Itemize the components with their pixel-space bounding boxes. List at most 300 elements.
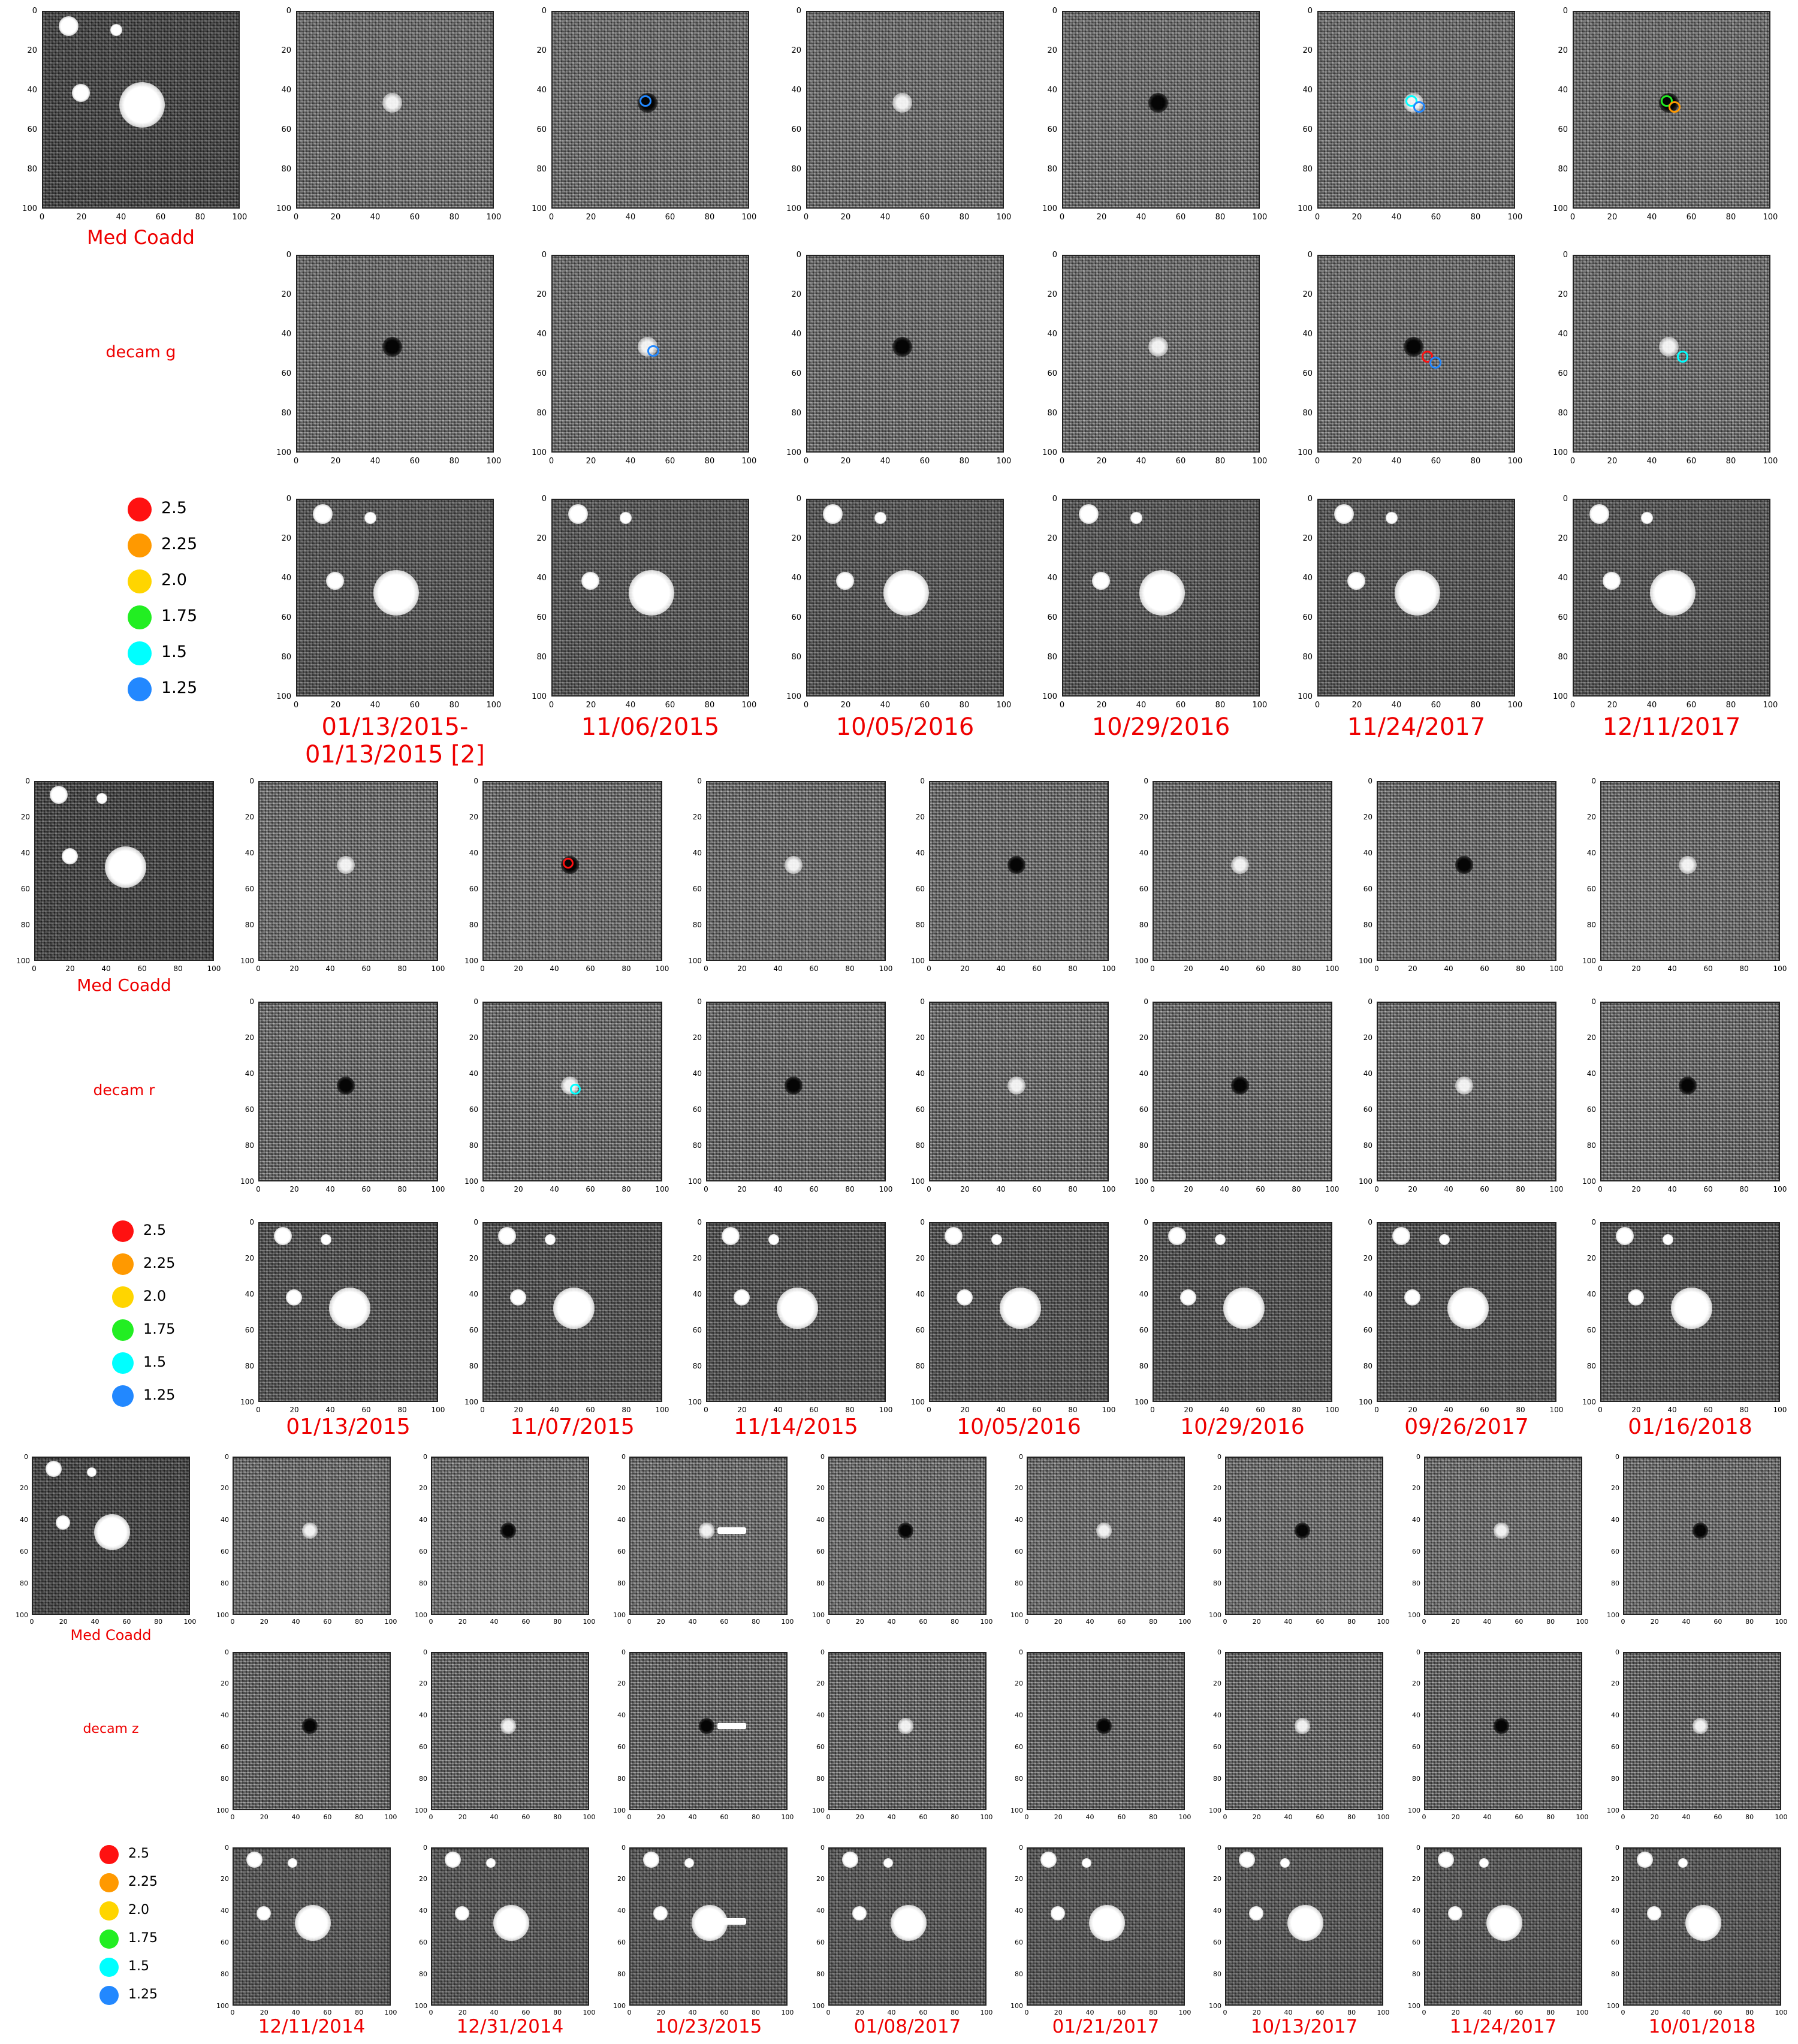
x-tick-label: 80 [1745, 1618, 1754, 1626]
x-tick-label: 20 [1408, 1406, 1417, 1414]
x-tick-label: 40 [1085, 1813, 1094, 1821]
x-tick-label: 100 [1252, 457, 1268, 466]
x-tick-label: 60 [361, 1185, 371, 1193]
x-tick-label: 80 [1215, 213, 1226, 222]
residual-blob [1404, 337, 1423, 357]
x-tick-label: 0 [803, 457, 809, 466]
x-tick-label: 0 [1374, 1406, 1379, 1414]
y-tick-label: 20 [1412, 1875, 1420, 1883]
epoch-date-caption [1587, 2016, 1798, 2038]
x-tick-label: 40 [1667, 1185, 1677, 1193]
field-star [1663, 1234, 1673, 1245]
y-tick-label: 40 [617, 1711, 626, 1720]
x-tick-label: 100 [1576, 1618, 1589, 1626]
x-tick-label: 40 [880, 213, 891, 222]
y-tick-label: 40 [1586, 1069, 1596, 1078]
y-tick-label: 80 [1363, 1362, 1372, 1370]
y-tick-label: 40 [1611, 1907, 1619, 1915]
detection-marker [639, 95, 651, 107]
field-star [1678, 1858, 1688, 1868]
x-tick-label: 20 [586, 213, 596, 222]
y-tick-label: 100 [1582, 1177, 1596, 1186]
x-tick-label: 80 [355, 1618, 364, 1626]
epoch-date-line: 01/13/2015 [2] [305, 741, 485, 768]
x-tick-label: 20 [289, 1185, 299, 1193]
x-tick-label: 0 [1024, 1813, 1029, 1821]
difference-image-panel-image [1600, 781, 1780, 961]
x-tick-label: 0 [480, 964, 485, 973]
x-tick-label: 80 [449, 701, 460, 710]
difference-image-panel-image [1424, 1457, 1582, 1615]
y-tick-label: 100 [415, 1806, 427, 1814]
significance-image-panel [911, 997, 1116, 1193]
field-star [326, 572, 344, 590]
y-tick-label: 0 [473, 997, 478, 1006]
x-tick-label: 20 [1351, 701, 1362, 710]
y-tick-label: 100 [1553, 448, 1568, 457]
y-tick-label: 100 [1209, 2001, 1221, 2010]
template-image-panel-image [828, 1847, 987, 2006]
y-tick-label: 60 [617, 1938, 626, 1946]
significance-image-panel-image [1600, 1002, 1780, 1181]
y-tick-label: 20 [915, 813, 925, 821]
field-star [734, 1289, 750, 1306]
significance-image-panel-image [296, 255, 494, 453]
y-tick-label: 100 [1408, 1806, 1420, 1814]
legend-swatch [128, 533, 152, 557]
x-tick-label: 0 [1598, 1185, 1603, 1193]
y-tick-label: 20 [915, 1033, 925, 1042]
x-tick-label: 20 [1096, 701, 1107, 710]
x-tick-label: 80 [1470, 701, 1481, 710]
y-tick-label: 20 [1139, 1033, 1148, 1042]
host-galaxy [777, 1288, 818, 1329]
x-tick-label: 40 [887, 1618, 896, 1626]
x-tick-label: 60 [720, 1618, 729, 1626]
y-tick-label: 100 [276, 692, 291, 701]
x-tick-label: 0 [480, 1406, 485, 1414]
x-tick-label: 0 [1570, 213, 1576, 222]
template-image-panel [613, 1843, 794, 2016]
y-tick-label: 20 [419, 1875, 427, 1883]
y-tick-label: 60 [1213, 1938, 1221, 1946]
y-tick-label: 0 [423, 1452, 427, 1461]
y-tick-label: 100 [1298, 448, 1313, 457]
y-tick-label: 20 [617, 1875, 626, 1883]
template-image-panel-image [1573, 499, 1770, 697]
y-tick-label: 80 [816, 1970, 825, 1978]
y-tick-label: 80 [1412, 1970, 1420, 1978]
x-tick-label: 0 [1314, 701, 1320, 710]
y-tick-label: 60 [1611, 1742, 1619, 1751]
y-tick-label: 40 [1047, 329, 1057, 339]
y-tick-label: 20 [1213, 1680, 1221, 1688]
x-tick-label: 40 [1220, 964, 1229, 973]
y-tick-label: 20 [791, 533, 801, 543]
template-image-panel-image [431, 1847, 589, 2006]
artifact-streak [717, 1723, 746, 1729]
x-tick-label: 100 [996, 457, 1012, 466]
y-tick-label: 60 [245, 1326, 254, 1334]
x-tick-label: 100 [1377, 2009, 1390, 2016]
x-tick-label: 80 [752, 1618, 761, 1626]
y-tick-label: 80 [915, 1141, 925, 1150]
y-tick-label: 20 [281, 46, 291, 55]
residual-blob [302, 1718, 318, 1734]
y-tick-label: 20 [419, 1484, 427, 1493]
x-tick-label: 80 [951, 2009, 960, 2016]
x-tick-label: 20 [1054, 1813, 1063, 1821]
y-tick-label: 0 [225, 1843, 229, 1852]
epoch-date-line: 12/31/2014 [456, 2016, 564, 2037]
x-tick-label: 40 [291, 1813, 300, 1821]
x-tick-label: 100 [384, 1813, 397, 1821]
x-tick-label: 100 [1178, 1813, 1191, 1821]
x-tick-label: 100 [583, 1813, 596, 1821]
field-star [445, 1852, 460, 1867]
x-tick-label: 20 [1631, 1185, 1641, 1193]
x-tick-label: 60 [521, 2009, 530, 2016]
y-tick-label: 0 [622, 1648, 626, 1656]
y-tick-label: 20 [1611, 1875, 1619, 1883]
template-image-panel-image [1153, 1222, 1332, 1402]
legend-label: 1.75 [143, 1321, 176, 1337]
template-image-panel-image [1623, 1847, 1781, 2006]
x-tick-label: 60 [409, 457, 420, 466]
y-tick-label: 100 [464, 957, 478, 965]
x-tick-label: 40 [625, 701, 636, 710]
y-tick-label: 0 [541, 6, 547, 16]
x-tick-label: 40 [1284, 1813, 1293, 1821]
y-tick-label: 80 [692, 921, 702, 929]
y-tick-label: 0 [1416, 1648, 1420, 1656]
residual-blob [785, 1077, 803, 1095]
legend-swatch [99, 1901, 119, 1921]
y-tick-label: 100 [1209, 1806, 1221, 1814]
y-tick-label: 100 [911, 957, 925, 965]
y-tick-label: 80 [469, 921, 478, 929]
x-tick-label: 80 [959, 213, 970, 222]
y-tick-label: 80 [1586, 1141, 1596, 1150]
y-tick-label: 100 [415, 1611, 427, 1619]
x-tick-label: 40 [1444, 1406, 1453, 1414]
y-tick-label: 80 [1213, 1970, 1221, 1978]
x-tick-label: 40 [1136, 701, 1147, 710]
significance-image-panel-image [482, 1002, 662, 1181]
x-tick-label: 40 [1284, 2009, 1293, 2016]
y-tick-label: 80 [617, 1774, 626, 1783]
y-tick-label: 80 [1611, 1774, 1619, 1783]
y-tick-label: 100 [1607, 1806, 1619, 1814]
epoch-date-caption [260, 713, 530, 768]
host-galaxy [553, 1288, 595, 1329]
y-tick-label: 0 [1144, 997, 1148, 1006]
x-tick-label: 100 [384, 2009, 397, 2016]
legend-label: 2.0 [161, 571, 187, 589]
epoch-date-line: 11/24/2017 [1347, 713, 1486, 741]
field-star [1386, 512, 1398, 524]
residual-blob [898, 1523, 913, 1538]
y-tick-label: 40 [915, 1069, 925, 1078]
x-tick-label: 0 [1621, 2009, 1625, 2016]
y-tick-label: 40 [791, 573, 801, 583]
x-tick-label: 20 [840, 213, 851, 222]
x-tick-label: 20 [1451, 2009, 1460, 2016]
field-star [364, 512, 376, 524]
y-tick-label: 60 [692, 1105, 702, 1114]
x-tick-label: 60 [1256, 1406, 1265, 1414]
y-tick-label: 80 [1213, 1579, 1221, 1587]
epoch-date-caption [991, 2016, 1221, 2038]
y-tick-label: 20 [1586, 1254, 1596, 1262]
x-tick-label: 0 [1150, 1185, 1155, 1193]
field-star [455, 1906, 469, 1921]
y-tick-label: 20 [816, 1875, 825, 1883]
y-tick-label: 80 [1015, 1579, 1023, 1587]
field-star [957, 1289, 973, 1306]
field-star [1603, 572, 1621, 590]
y-tick-label: 60 [1139, 1105, 1148, 1114]
x-tick-label: 20 [1607, 701, 1618, 710]
y-tick-label: 0 [920, 1218, 925, 1226]
x-tick-label: 100 [1507, 701, 1523, 710]
x-tick-label: 60 [586, 1185, 595, 1193]
significance-image-panel-image [1573, 255, 1770, 453]
y-tick-label: 100 [276, 204, 291, 213]
field-star [1092, 572, 1110, 590]
x-tick-label: 40 [90, 1618, 99, 1626]
y-tick-label: 40 [692, 849, 702, 857]
detection-marker [563, 858, 574, 869]
difference-image-panel-image [828, 1457, 987, 1615]
y-tick-label: 60 [20, 885, 30, 893]
y-tick-label: 0 [1019, 1452, 1023, 1461]
difference-image-panel-image [1062, 11, 1260, 209]
field-star [1616, 1227, 1634, 1245]
difference-image-panel [1408, 1452, 1589, 1626]
x-tick-label: 20 [1650, 2009, 1659, 2016]
y-tick-label: 20 [1015, 1875, 1023, 1883]
x-tick-label: 100 [1102, 1406, 1116, 1414]
y-tick-label: 20 [1047, 533, 1057, 543]
y-tick-label: 20 [1586, 1033, 1596, 1042]
y-tick-label: 20 [1047, 290, 1057, 299]
epoch-date-line: 11/14/2015 [734, 1415, 858, 1439]
host-galaxy [629, 570, 674, 616]
epoch-date-caption [197, 2016, 427, 2038]
x-tick-label: 0 [627, 1813, 632, 1821]
residual-blob [1148, 337, 1168, 357]
y-tick-label: 100 [240, 1398, 254, 1406]
x-tick-label: 0 [29, 1618, 34, 1626]
template-image-panel-image [258, 1222, 438, 1402]
x-tick-label: 60 [1175, 213, 1186, 222]
significance-image-panel-image [706, 1002, 886, 1181]
y-tick-label: 80 [617, 1970, 626, 1978]
x-tick-label: 0 [803, 701, 809, 710]
residual-blob [382, 93, 402, 113]
x-tick-label: 0 [256, 1406, 261, 1414]
y-tick-label: 40 [816, 1907, 825, 1915]
y-tick-label: 100 [1607, 2001, 1619, 2010]
x-tick-label: 100 [1178, 2009, 1191, 2016]
x-tick-label: 100 [583, 1618, 596, 1626]
host-galaxy [1671, 1288, 1712, 1329]
y-tick-label: 80 [419, 1970, 427, 1978]
x-tick-label: 80 [553, 1618, 562, 1626]
template-image-panel [786, 494, 1012, 710]
x-tick-label: 40 [1646, 457, 1657, 466]
x-tick-label: 40 [325, 964, 335, 973]
y-tick-label: 60 [1586, 1326, 1596, 1334]
y-tick-label: 60 [469, 1105, 478, 1114]
x-tick-label: 0 [826, 1618, 831, 1626]
x-tick-label: 60 [1480, 964, 1489, 973]
template-image-panel-image [1225, 1847, 1383, 2006]
x-tick-label: 20 [289, 964, 299, 973]
legend-label: 2.5 [128, 1846, 149, 1861]
significance-image-panel [415, 1648, 596, 1821]
field-star [945, 1227, 963, 1245]
x-tick-label: 100 [980, 1618, 993, 1626]
x-tick-label: 20 [514, 1406, 523, 1414]
y-tick-label: 80 [791, 652, 801, 662]
y-tick-label: 100 [786, 448, 801, 457]
legend-swatch [99, 1930, 119, 1949]
epoch-date-caption [1117, 1415, 1368, 1439]
x-tick-label: 40 [101, 964, 111, 973]
x-tick-label: 0 [1059, 213, 1065, 222]
y-tick-label: 100 [532, 448, 547, 457]
x-tick-label: 60 [919, 701, 930, 710]
x-tick-label: 0 [1024, 2009, 1029, 2016]
x-tick-label: 0 [1314, 213, 1320, 222]
difference-image-panel-image [482, 781, 662, 961]
y-tick-label: 80 [1047, 164, 1057, 174]
y-tick-label: 20 [20, 813, 30, 821]
y-tick-label: 0 [1615, 1648, 1619, 1656]
y-tick-label: 60 [617, 1547, 626, 1555]
x-tick-label: 80 [1516, 1406, 1525, 1414]
x-tick-label: 20 [1184, 1185, 1193, 1193]
difference-image-panel [1209, 1452, 1390, 1626]
x-tick-label: 0 [1598, 1406, 1603, 1414]
y-tick-label: 100 [532, 204, 547, 213]
x-tick-label: 80 [1546, 1813, 1555, 1821]
x-tick-label: 60 [809, 1185, 819, 1193]
x-tick-label: 60 [361, 964, 371, 973]
y-tick-label: 60 [536, 125, 547, 134]
y-tick-label: 60 [692, 885, 702, 893]
y-tick-label: 100 [613, 1806, 626, 1814]
y-tick-label: 80 [791, 164, 801, 174]
x-tick-label: 80 [704, 213, 715, 222]
difference-image-panel [812, 1452, 993, 1626]
y-tick-label: 0 [1307, 250, 1313, 260]
y-tick-label: 40 [791, 329, 801, 339]
y-tick-label: 80 [1047, 408, 1057, 418]
x-tick-label: 20 [855, 1813, 864, 1821]
x-tick-label: 40 [1284, 1618, 1293, 1626]
x-tick-label: 0 [1422, 1618, 1426, 1626]
x-tick-label: 0 [230, 1813, 235, 1821]
y-tick-label: 100 [688, 957, 702, 965]
y-tick-label: 20 [1586, 813, 1596, 821]
x-tick-label: 40 [370, 213, 381, 222]
significance-image-panel-image [1377, 1002, 1556, 1181]
field-star [684, 1858, 694, 1868]
y-tick-label: 60 [692, 1326, 702, 1334]
x-tick-label: 40 [370, 701, 381, 710]
x-tick-label: 100 [1549, 964, 1564, 973]
template-image-panel [464, 1218, 669, 1414]
significance-image-panel [786, 250, 1012, 466]
x-tick-label: 60 [586, 964, 595, 973]
x-tick-label: 20 [737, 1406, 747, 1414]
difference-image-panel-image [1153, 781, 1332, 961]
difference-image-panel-image [1225, 1457, 1383, 1615]
x-tick-label: 20 [1096, 457, 1107, 466]
x-tick-label: 80 [951, 1618, 960, 1626]
x-tick-label: 20 [458, 2009, 467, 2016]
x-tick-label: 40 [490, 2009, 499, 2016]
y-tick-label: 0 [1591, 777, 1596, 785]
x-tick-label: 80 [1068, 1185, 1078, 1193]
y-tick-label: 40 [617, 1907, 626, 1915]
field-star [1392, 1227, 1410, 1245]
epoch-date-caption [1388, 2016, 1618, 2038]
x-tick-label: 40 [1682, 1618, 1691, 1626]
difference-image-panel [613, 1452, 794, 1626]
epoch-date-caption [1026, 713, 1296, 741]
y-tick-label: 100 [613, 2001, 626, 2010]
x-tick-label: 40 [625, 213, 636, 222]
y-tick-label: 80 [1611, 1579, 1619, 1587]
y-tick-label: 80 [419, 1774, 427, 1783]
legend-swatch [99, 1986, 119, 2005]
epoch-date-line: 01/21/2017 [1052, 2016, 1160, 2037]
x-tick-label: 40 [490, 1618, 499, 1626]
y-tick-label: 40 [221, 1907, 229, 1915]
difference-image-panel-image [706, 781, 886, 961]
x-tick-label: 20 [737, 964, 747, 973]
y-tick-label: 100 [1298, 692, 1313, 701]
x-tick-label: 40 [1391, 457, 1402, 466]
x-tick-label: 60 [919, 1618, 928, 1626]
residual-blob [1679, 856, 1697, 874]
x-tick-label: 100 [1507, 457, 1523, 466]
template-image-panel [216, 1843, 397, 2016]
y-tick-label: 20 [1139, 813, 1148, 821]
residual-blob [1096, 1523, 1112, 1538]
significance-image-panel-image [1225, 1652, 1383, 1810]
x-tick-label: 80 [704, 457, 715, 466]
y-tick-label: 80 [1412, 1579, 1420, 1587]
y-tick-label: 0 [796, 494, 801, 504]
difference-image-panel-image [1623, 1457, 1781, 1615]
x-tick-label: 100 [431, 1406, 445, 1414]
y-tick-label: 80 [281, 164, 291, 174]
x-tick-label: 80 [704, 701, 715, 710]
x-tick-label: 20 [1607, 457, 1618, 466]
residual-blob [382, 337, 402, 357]
field-star [96, 793, 107, 804]
y-tick-label: 60 [536, 613, 547, 622]
x-tick-label: 80 [1739, 964, 1749, 973]
y-tick-label: 40 [791, 85, 801, 95]
y-tick-label: 100 [1042, 448, 1057, 457]
x-tick-label: 60 [1703, 1406, 1713, 1414]
